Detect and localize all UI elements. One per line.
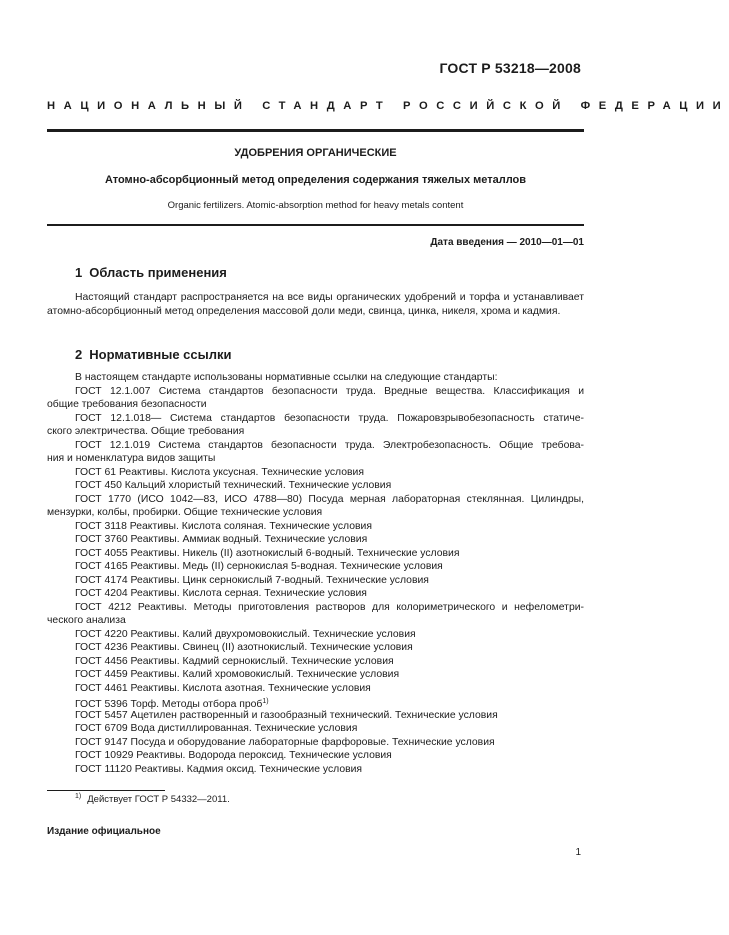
section-title: Область применения bbox=[89, 265, 227, 280]
section-number: 1 bbox=[75, 265, 83, 280]
document-subtitle: Атомно-абсорбционный метод определения содержания тяжелых металлов bbox=[104, 174, 527, 186]
section-2-heading bbox=[75, 347, 231, 362]
section-title: Нормативные ссылки bbox=[89, 347, 232, 362]
reference-line: ГОСТ 450 Кальций хлористый технический. Технические условия bbox=[75, 480, 392, 491]
reference-line: ГОСТ 5457 Ацетилен растворенный и газообразный технический. Технические условия bbox=[75, 709, 498, 721]
reference-line: ГОСТ 12.1.019 Система стандартов безопасности труда. Электробезопасность. Общие требова- bbox=[75, 439, 584, 451]
reference-line: ГОСТ 10929 Реактивы. Водорода пероксид. Технические условия bbox=[75, 750, 392, 761]
header-rule bbox=[47, 129, 584, 132]
reference-line: ГОСТ 4220 Реактивы. Калий двухромовокислый. Технические условия bbox=[75, 628, 416, 640]
reference-line: ГОСТ 6709 Вода дистиллированная. Технические условия bbox=[75, 723, 358, 734]
reference-line: ГОСТ 9147 Посуда и оборудование лабораторные фарфоровые. Технические условия bbox=[75, 736, 495, 748]
reference-line: ГОСТ 3118 Реактивы. Кислота соляная. Технические условия bbox=[75, 520, 372, 532]
gost-number: ГОСТ Р 53218—2008 bbox=[439, 60, 581, 76]
reference-line: В настоящем стандарте использованы нормативные ссылки на следующие стандарты: bbox=[75, 372, 498, 383]
national-standard-banner: НАЦИОНАЛЬНЫЙ СТАНДАРТ РОССИЙСКОЙ ФЕДЕРАЦИИ bbox=[47, 100, 729, 112]
reference-text: ГОСТ 5396 Торф. Методы отбора проб bbox=[75, 699, 263, 710]
paragraph-text: Настоящий стандарт распространяется на все виды органических удобрений и торфа и устанавливает атомно-абсорбционный метод определения массовой доли меди, свинца, цинка, никеля, хрома и кадмия. bbox=[47, 292, 584, 317]
reference-line: ния и номенклатура видов защиты bbox=[47, 453, 216, 464]
reference-line: ГОСТ 4174 Реактивы. Цинк сернокислый 7-водный. Технические условия bbox=[75, 574, 429, 586]
page-number: 1 bbox=[575, 847, 581, 858]
section-number: 2 bbox=[75, 347, 83, 362]
footnote-text: Действует ГОСТ Р 54332—2011. bbox=[87, 794, 230, 805]
reference-line: ГОСТ 4461 Реактивы. Кислота азотная. Технические условия bbox=[75, 682, 371, 694]
reference-line: ГОСТ 4055 Реактивы. Никель (II) азотнокислый 6-водный. Технические условия bbox=[75, 547, 460, 559]
reference-line: ческого анализа bbox=[47, 615, 126, 626]
title-rule bbox=[47, 224, 584, 226]
footnote-marker: 1) bbox=[262, 698, 269, 705]
reference-line: ГОСТ 11120 Реактивы. Кадмия оксид. Технические условия bbox=[75, 763, 363, 775]
reference-line: ГОСТ 12.1.018— Система стандартов безопасности труда. Пожаровзрывобезопасность статиче- bbox=[75, 412, 584, 424]
reference-line: ГОСТ 61 Реактивы. Кислота уксусная. Технические условия bbox=[75, 466, 364, 478]
reference-line: ГОСТ 4204 Реактивы. Кислота серная. Технические условия bbox=[75, 588, 367, 599]
section-1-heading bbox=[75, 265, 227, 280]
reference-line: ГОСТ 4459 Реактивы. Калий хромовокислый. Технические условия bbox=[75, 669, 400, 680]
reference-line: ГОСТ 4165 Реактивы. Медь (II) сернокислая 5-водная. Технические условия bbox=[75, 561, 443, 572]
footnote-marker: 1) bbox=[75, 793, 82, 800]
reference-line: ГОСТ 4236 Реактивы. Свинец (II) азотнокислый. Технические условия bbox=[75, 642, 413, 653]
footnote-rule bbox=[47, 790, 165, 791]
reference-line: ГОСТ 1770 (ИСО 1042—83, ИСО 4788—80) Посуда мерная лабораторная стеклянная. Цилиндры, bbox=[75, 493, 584, 505]
reference-line: ГОСТ 12.1.007 Система стандартов безопасности труда. Вредные вещества. Классификация и bbox=[75, 385, 584, 397]
english-title: Organic fertilizers. Atomic-absorption method for heavy metals content bbox=[167, 200, 464, 211]
reference-line: ского электричества. Общие требования bbox=[47, 426, 245, 437]
official-edition-label: Издание официальное bbox=[47, 826, 161, 837]
reference-line: ГОСТ 3760 Реактивы. Аммиак водный. Технические условия bbox=[75, 534, 368, 545]
footnote bbox=[75, 793, 230, 805]
document-title: УДОБРЕНИЯ ОРГАНИЧЕСКИЕ bbox=[234, 147, 397, 159]
reference-line: мензурки, колбы, пробирки. Общие технические условия bbox=[47, 507, 323, 518]
section-1-paragraph bbox=[47, 291, 584, 318]
reference-line: общие требования безопасности bbox=[47, 399, 207, 410]
introduction-date: Дата введения — 2010—01—01 bbox=[430, 237, 584, 248]
reference-line: ГОСТ 4456 Реактивы. Кадмий сернокислый. Технические условия bbox=[75, 655, 394, 667]
reference-line: ГОСТ 4212 Реактивы. Методы приготовления растворов для колориметрического и нефелометри- bbox=[75, 601, 584, 613]
